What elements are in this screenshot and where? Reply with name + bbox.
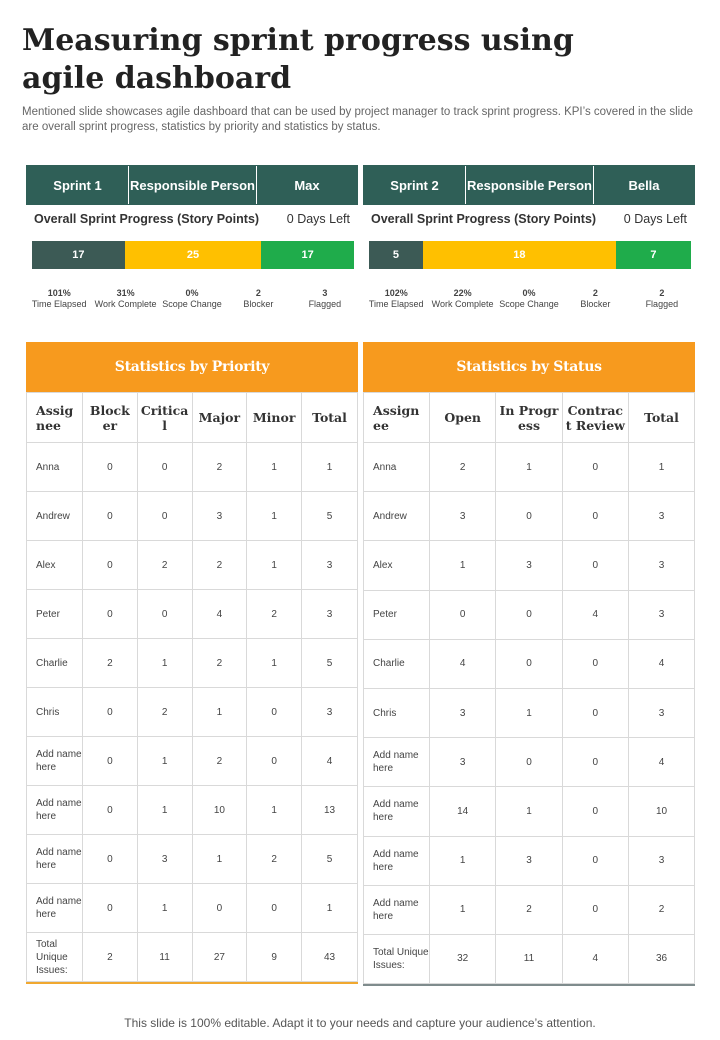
- sprint-stats: [363, 288, 695, 310]
- value-cell: 0: [83, 492, 138, 541]
- value-cell: 1: [430, 541, 496, 590]
- value-cell: 0: [247, 737, 302, 786]
- assignee-cell: Charlie: [364, 639, 430, 688]
- value-cell: 1: [629, 443, 695, 492]
- value-cell: 5: [302, 835, 358, 884]
- value-cell: 5: [302, 492, 358, 541]
- value-cell: 0: [562, 787, 628, 836]
- table-row: [364, 541, 695, 590]
- stat-flagged: 2 Flagged: [645, 288, 679, 309]
- column-header: In Progress: [496, 393, 562, 443]
- value-cell: 11: [496, 934, 562, 983]
- value-cell: 3: [192, 492, 247, 541]
- value-cell: 3: [629, 492, 695, 541]
- value-cell: 1: [247, 639, 302, 688]
- value-cell: 1: [430, 836, 496, 885]
- value-cell: 2: [192, 737, 247, 786]
- value-cell: 1: [137, 639, 192, 688]
- value-cell: 0: [83, 443, 138, 492]
- column-header: Blocker: [83, 393, 138, 443]
- responsible-person: Bella: [628, 177, 660, 193]
- table-row: [27, 639, 358, 688]
- column-header: Total: [629, 393, 695, 443]
- table-row: [364, 590, 695, 639]
- table-row: [364, 836, 695, 885]
- value-cell: 3: [302, 590, 358, 639]
- assignee-cell: Total Unique Issues:: [27, 933, 83, 982]
- assignee-cell: Anna: [364, 443, 430, 492]
- table-row: [364, 688, 695, 737]
- assignee-cell: Add name here: [364, 787, 430, 836]
- progress-row: [363, 205, 695, 233]
- value-cell: 2: [629, 885, 695, 934]
- responsible-label: Responsible Person: [129, 166, 257, 204]
- table-row: [364, 738, 695, 787]
- table-row: [364, 639, 695, 688]
- assignee-cell: Chris: [27, 688, 83, 737]
- value-cell: 3: [430, 492, 496, 541]
- value-cell: 4: [562, 590, 628, 639]
- stat-scope-change: 0% Scope Change: [162, 288, 222, 309]
- value-cell: 1: [247, 492, 302, 541]
- assignee-cell: Add name here: [27, 737, 83, 786]
- sprint-header: [363, 165, 695, 205]
- table-row: [27, 443, 358, 492]
- stat-time-elapsed: 101% Time Elapsed: [31, 288, 87, 309]
- value-cell: 1: [496, 787, 562, 836]
- value-cell: 2: [430, 443, 496, 492]
- value-cell: 4: [562, 934, 628, 983]
- value-cell: 2: [192, 639, 247, 688]
- value-cell: 3: [430, 688, 496, 737]
- value-cell: 3: [302, 688, 358, 737]
- value-cell: 3: [629, 541, 695, 590]
- sprint-name: Sprint 2: [364, 166, 466, 204]
- value-cell: 2: [192, 541, 247, 590]
- value-cell: 0: [496, 738, 562, 787]
- assignee-cell: Add name here: [27, 884, 83, 933]
- value-cell: 0: [83, 737, 138, 786]
- value-cell: 3: [302, 541, 358, 590]
- footer-note: This slide is 100% editable. Adapt it to your needs and capture your audience’s attention.: [124, 1016, 596, 1030]
- value-cell: 0: [83, 884, 138, 933]
- value-cell: 9: [247, 933, 302, 982]
- value-cell: 4: [430, 639, 496, 688]
- total-row: [364, 934, 695, 983]
- bar-segment-done: 17: [32, 241, 125, 269]
- value-cell: 0: [137, 443, 192, 492]
- value-cell: 0: [430, 590, 496, 639]
- value-cell: 1: [302, 443, 358, 492]
- assignee-cell: Anna: [27, 443, 83, 492]
- value-cell: 1: [137, 786, 192, 835]
- sprint-2-panel: [363, 165, 695, 310]
- value-cell: 4: [629, 639, 695, 688]
- story-points-bar: [32, 241, 354, 269]
- value-cell: 3: [629, 836, 695, 885]
- value-cell: 0: [562, 836, 628, 885]
- value-cell: 0: [562, 492, 628, 541]
- value-cell: 2: [247, 835, 302, 884]
- page-title: Measuring sprint progress using agile dashboard: [22, 23, 574, 96]
- stat-flagged: 3 Flagged: [308, 288, 342, 309]
- assignee-cell: Andrew: [27, 492, 83, 541]
- value-cell: 5: [302, 639, 358, 688]
- value-cell: 1: [137, 737, 192, 786]
- bar-segment-in-progress: 25: [125, 241, 262, 269]
- assignee-cell: Alex: [27, 541, 83, 590]
- stat-blocker: 2 Blocker: [243, 288, 274, 309]
- value-cell: 3: [496, 836, 562, 885]
- table-row: [364, 492, 695, 541]
- value-cell: 14: [430, 787, 496, 836]
- value-cell: 2: [137, 688, 192, 737]
- value-cell: 3: [137, 835, 192, 884]
- value-cell: 3: [629, 590, 695, 639]
- table-row: [27, 786, 358, 835]
- value-cell: 0: [247, 688, 302, 737]
- status-statistics: [363, 342, 695, 986]
- assignee-cell: Add name here: [364, 885, 430, 934]
- value-cell: 0: [496, 590, 562, 639]
- column-header: Total: [302, 393, 358, 443]
- column-header: Minor: [247, 393, 302, 443]
- assignee-cell: Alex: [364, 541, 430, 590]
- responsible-person: Max: [294, 177, 320, 193]
- stat-blocker: 2 Blocker: [580, 288, 611, 309]
- value-cell: 0: [83, 590, 138, 639]
- sprint-name: Sprint 1: [27, 166, 129, 204]
- table-row: [27, 492, 358, 541]
- value-cell: 11: [137, 933, 192, 982]
- value-cell: 0: [137, 492, 192, 541]
- value-cell: 2: [83, 639, 138, 688]
- value-cell: 4: [629, 738, 695, 787]
- days-left: 0 Days Left: [286, 212, 350, 226]
- value-cell: 3: [629, 688, 695, 737]
- table-row: [364, 787, 695, 836]
- value-cell: 0: [83, 541, 138, 590]
- value-cell: 1: [302, 884, 358, 933]
- value-cell: 2: [496, 885, 562, 934]
- value-cell: 0: [83, 786, 138, 835]
- assignee-cell: Chris: [364, 688, 430, 737]
- days-left: 0 Days Left: [623, 212, 687, 226]
- sprint-1-panel: [26, 165, 358, 310]
- stat-work-complete: 31% Work Complete: [94, 288, 157, 309]
- value-cell: 2: [83, 933, 138, 982]
- value-cell: 3: [496, 541, 562, 590]
- responsible-label: Responsible Person: [466, 166, 594, 204]
- table-row: [364, 885, 695, 934]
- page-subtitle: Mentioned slide showcases agile dashboard that can be used by project manager to track sprint progress. KPI’s covered in the slide are overall sprint progress, statistics by priority and statistics by status.: [22, 106, 693, 133]
- value-cell: 0: [192, 884, 247, 933]
- priority-table: [26, 392, 358, 982]
- table-row: [27, 884, 358, 933]
- assignee-cell: Peter: [364, 590, 430, 639]
- sprint-header: [26, 165, 358, 205]
- assignee-cell: Total Unique Issues:: [364, 934, 430, 983]
- value-cell: 0: [83, 835, 138, 884]
- assignee-cell: Andrew: [364, 492, 430, 541]
- value-cell: 1: [192, 688, 247, 737]
- value-cell: 0: [137, 590, 192, 639]
- assignee-cell: Add name here: [27, 786, 83, 835]
- value-cell: 13: [302, 786, 358, 835]
- status-title: Statistics by Status: [363, 342, 695, 392]
- sprint-stats: [26, 288, 358, 310]
- table-row: [27, 590, 358, 639]
- priority-title: Statistics by Priority: [26, 342, 358, 392]
- assignee-cell: Charlie: [27, 639, 83, 688]
- value-cell: 0: [496, 492, 562, 541]
- value-cell: 10: [629, 787, 695, 836]
- value-cell: 0: [562, 688, 628, 737]
- table-row: [27, 541, 358, 590]
- column-header: Major: [192, 393, 247, 443]
- table-row: [27, 835, 358, 884]
- value-cell: 1: [247, 541, 302, 590]
- column-header: Assignee: [364, 393, 430, 443]
- value-cell: 4: [302, 737, 358, 786]
- value-cell: 0: [562, 885, 628, 934]
- bar-segment-done: 5: [369, 241, 423, 269]
- value-cell: 0: [562, 738, 628, 787]
- assignee-cell: Add name here: [364, 836, 430, 885]
- value-cell: 1: [496, 443, 562, 492]
- bar-segment-todo: 17: [261, 241, 354, 269]
- value-cell: 3: [430, 738, 496, 787]
- story-points-bar: [369, 241, 691, 269]
- value-cell: 1: [430, 885, 496, 934]
- value-cell: 0: [247, 884, 302, 933]
- value-cell: 4: [192, 590, 247, 639]
- table-row: [27, 737, 358, 786]
- value-cell: 27: [192, 933, 247, 982]
- progress-row: [26, 205, 358, 233]
- progress-label: Overall Sprint Progress (Story Points): [371, 212, 597, 226]
- value-cell: 10: [192, 786, 247, 835]
- progress-label: Overall Sprint Progress (Story Points): [34, 212, 260, 226]
- value-cell: 36: [629, 934, 695, 983]
- value-cell: 0: [83, 688, 138, 737]
- value-cell: 1: [496, 688, 562, 737]
- assignee-cell: Peter: [27, 590, 83, 639]
- value-cell: 2: [137, 541, 192, 590]
- value-cell: 32: [430, 934, 496, 983]
- value-cell: 1: [137, 884, 192, 933]
- bar-segment-todo: 7: [616, 241, 691, 269]
- total-row: [27, 933, 358, 982]
- value-cell: 2: [247, 590, 302, 639]
- table-row: [364, 443, 695, 492]
- value-cell: 1: [247, 786, 302, 835]
- value-cell: 2: [192, 443, 247, 492]
- assignee-cell: Add name here: [364, 738, 430, 787]
- stat-time-elapsed: 102% Time Elapsed: [368, 288, 424, 309]
- value-cell: 0: [562, 443, 628, 492]
- value-cell: 1: [247, 443, 302, 492]
- value-cell: 0: [562, 639, 628, 688]
- value-cell: 43: [302, 933, 358, 982]
- column-header: Critical: [137, 393, 192, 443]
- column-header: Assignee: [27, 393, 83, 443]
- value-cell: 0: [496, 639, 562, 688]
- value-cell: 0: [562, 541, 628, 590]
- stat-work-complete: 22% Work Complete: [431, 288, 494, 309]
- stat-scope-change: 0% Scope Change: [499, 288, 559, 309]
- status-table: [363, 392, 695, 984]
- table-row: [27, 688, 358, 737]
- assignee-cell: Add name here: [27, 835, 83, 884]
- bar-segment-in-progress: 18: [423, 241, 616, 269]
- priority-statistics: [26, 342, 358, 984]
- column-header: Contract Review: [562, 393, 628, 443]
- column-header: Open: [430, 393, 496, 443]
- value-cell: 1: [192, 835, 247, 884]
